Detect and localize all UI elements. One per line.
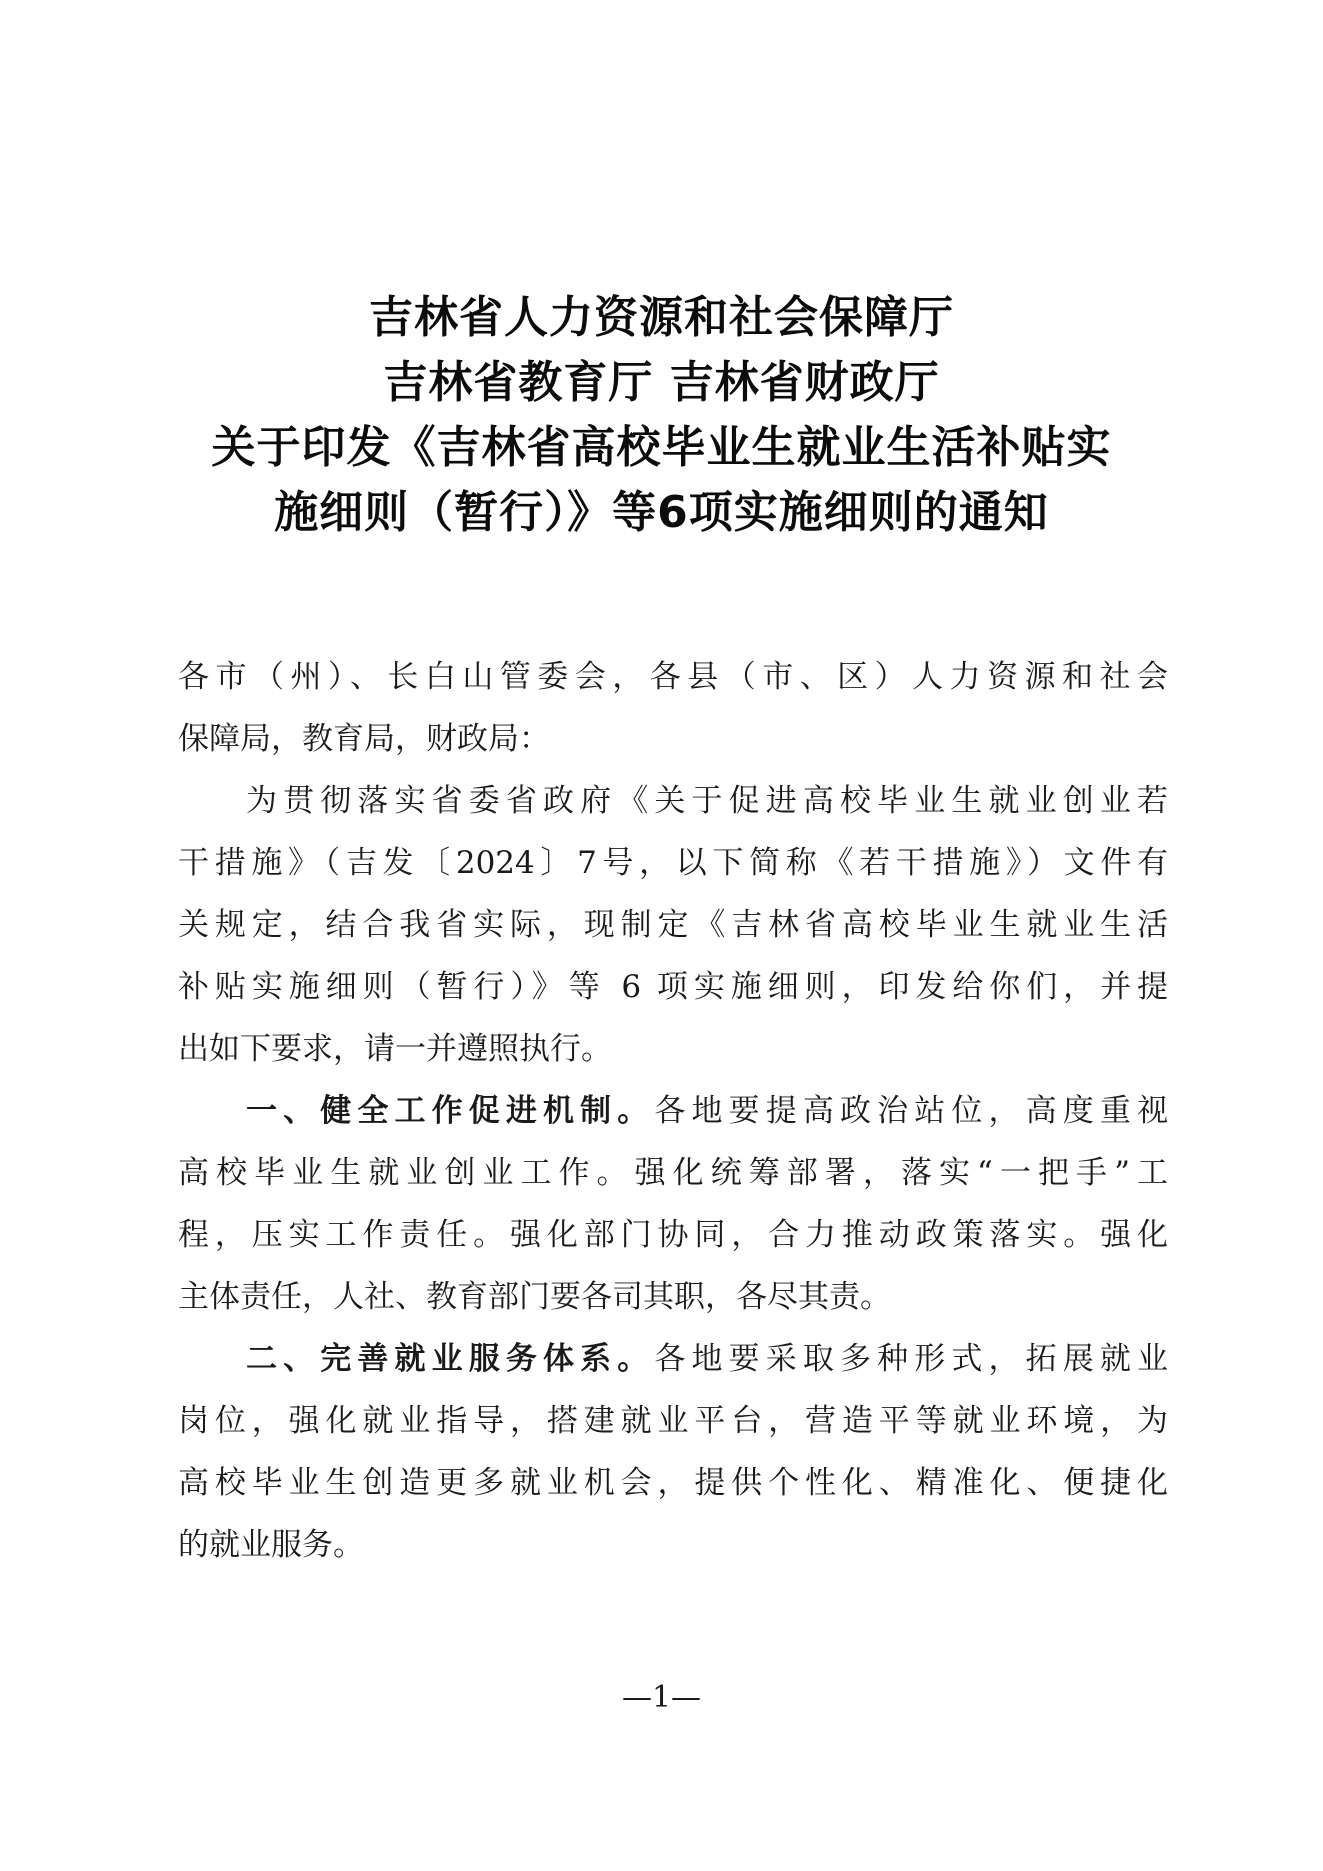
section-2-line-4: 的就业服务。 — [178, 1527, 364, 1563]
section-2-line-1 — [178, 1328, 1168, 1390]
section-2-line-3: 高校毕业生创造更多就业机会，提供个性化、精准化、便捷化 — [178, 1465, 1168, 1501]
section-2-paragraph — [178, 1328, 1168, 1576]
intro-line-3: 关规定，结合我省实际，现制定《吉林省高校毕业生就业生活 — [178, 907, 1168, 943]
section-1-paragraph — [178, 1080, 1168, 1328]
title-line-1: 吉林省人力资源和社会保障厅 — [369, 292, 954, 343]
section-1-heading: 一、健全工作促进机制。 — [246, 1093, 655, 1129]
intro-paragraph — [178, 770, 1168, 1080]
section-1-line-1-rest: 各地要提高政治站位，高度重视 — [654, 1093, 1168, 1129]
page-number: —1— — [621, 1680, 702, 1715]
addressee-paragraph — [178, 646, 1168, 770]
section-2-heading: 二、完善就业服务体系。 — [246, 1341, 655, 1377]
section-2-line-1-rest: 各地要采取多种形式，拓展就业 — [654, 1341, 1168, 1377]
title-line-2: 吉林省教育厅 吉林省财政厅 — [383, 357, 940, 408]
intro-line-1: 为贯彻落实省委省政府《关于促进高校毕业生就业创业若 — [246, 783, 1168, 819]
document-title — [160, 285, 1163, 545]
section-2-line-2: 岗位，强化就业指导，搭建就业平台，营造平等就业环境，为 — [178, 1403, 1168, 1439]
intro-line-5: 出如下要求，请一并遵照执行。 — [178, 1031, 612, 1067]
section-1-line-4: 主体责任，人社、教育部门要各司其职，各尽其责。 — [178, 1279, 891, 1315]
intro-line-4: 补贴实施细则（暂行）》等 6 项实施细则，印发给你们，并提 — [178, 969, 1168, 1005]
title-line-3: 关于印发《吉林省高校毕业生就业生活补贴实 — [211, 422, 1112, 473]
document-body — [178, 646, 1168, 1576]
addressee-line-1: 各市（州）、长白山管委会，各县（市、区）人力资源和社会 — [178, 659, 1168, 695]
intro-line-2: 干措施》（吉发〔2024〕7号，以下简称《若干措施》）文件有 — [178, 845, 1168, 881]
addressee-line-2: 保障局，教育局，财政局： — [178, 721, 550, 757]
section-1-line-2: 高校毕业生就业创业工作。强化统筹部署，落实“一把手”工 — [178, 1155, 1168, 1191]
title-line-4: 施细则（暂行）》等6项实施细则的通知 — [274, 487, 1049, 538]
section-1-line-3: 程，压实工作责任。强化部门协同，合力推动政策落实。强化 — [178, 1217, 1168, 1253]
section-1-line-1 — [178, 1080, 1168, 1142]
